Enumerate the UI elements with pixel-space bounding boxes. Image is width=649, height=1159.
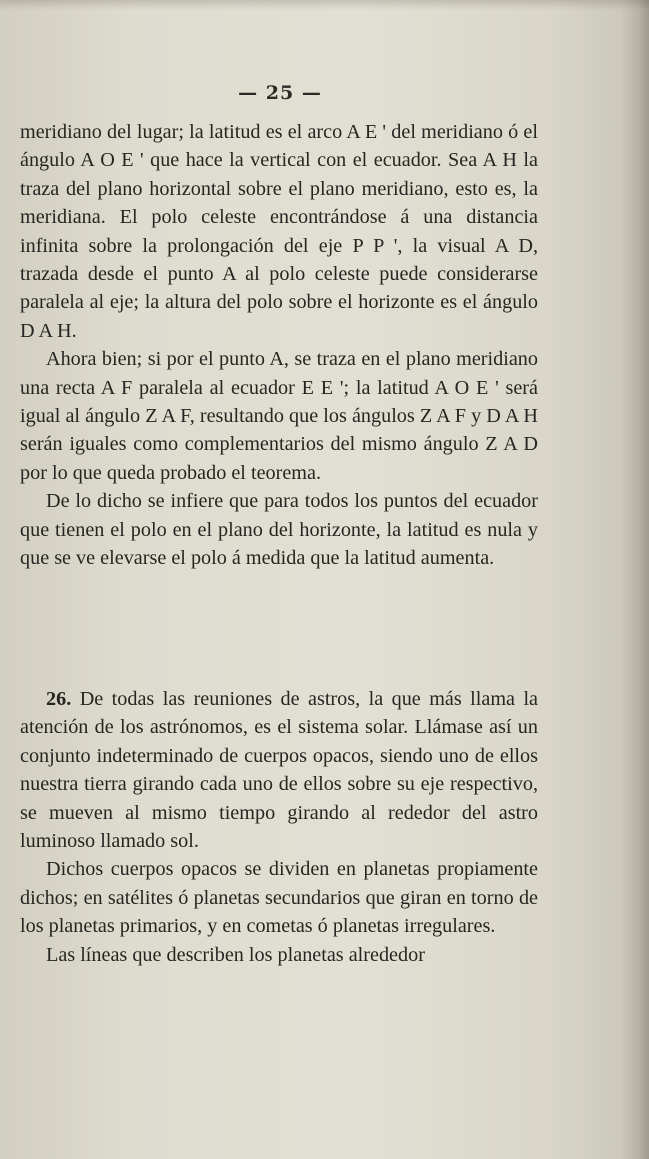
paragraph-equator-conclusion: De lo dicho se infiere que para todos los puntos del ecuador que tienen el polo en el plano del horizonte, la latitud es nula y que se ve elevarse el polo á medida que la latitud aumenta. <box>20 490 538 570</box>
page-top-shadow <box>0 0 649 10</box>
page-number: — 25 — <box>238 82 322 104</box>
section-number: 26. <box>46 688 72 710</box>
paragraph-solar-system <box>20 685 538 855</box>
paragraph-solar-system-text: De todas las reuniones de astros, la que más llama la atención de los astrónomos, es el sistema solar. Llámase así un conjunto indeterminado de cuerpos opacos, siendo uno de ellos nuestra tierra girando cada uno de ellos sobre su eje respectivo, se mueven al mismo tiempo girando al rededor del astro luminoso llamado sol. <box>20 688 539 853</box>
paragraph-theorem-proof: Ahora bien; si por el punto A, se traza en el plano meridiano una recta A F paralela al ecuador E E '; la latitud A O E ' será igual al ángulo Z A F, resultando que los ángulos Z A F y D A H serán iguales como complementarios del mismo ángulo Z A D por lo que queda probado el teorema. <box>20 348 538 484</box>
section-26 <box>20 685 538 969</box>
paragraph-planet-lines: Las líneas que describen los planetas alrededor <box>46 943 425 966</box>
paragraph-latitude-definition: meridiano del lugar; la latitud es el arco A E ' del meridiano ó el ángulo A O E ' que hace la vertical con el ecuador. Sea A H la traza del plano horizontal sobre el plano meridiano, esto es, la meridiana. El polo celeste encontrándose á una distancia infinita sobre la prolongación del eje P P ', la visual A D, trazada desde el punto A al polo celeste puede considerarse paralela al eje; la altura del polo sobre el horizonte es el ángulo D A H. <box>20 121 538 342</box>
paragraph-opaque-bodies: Dichos cuerpos opacos se dividen en planetas propiamente dichos; en satélites ó planetas secundarios que giran en torno de los planetas primarios, y en cometas ó planetas irregulares. <box>20 858 538 938</box>
page-edge-shadow <box>621 0 649 1159</box>
body-text-continued <box>20 118 538 573</box>
